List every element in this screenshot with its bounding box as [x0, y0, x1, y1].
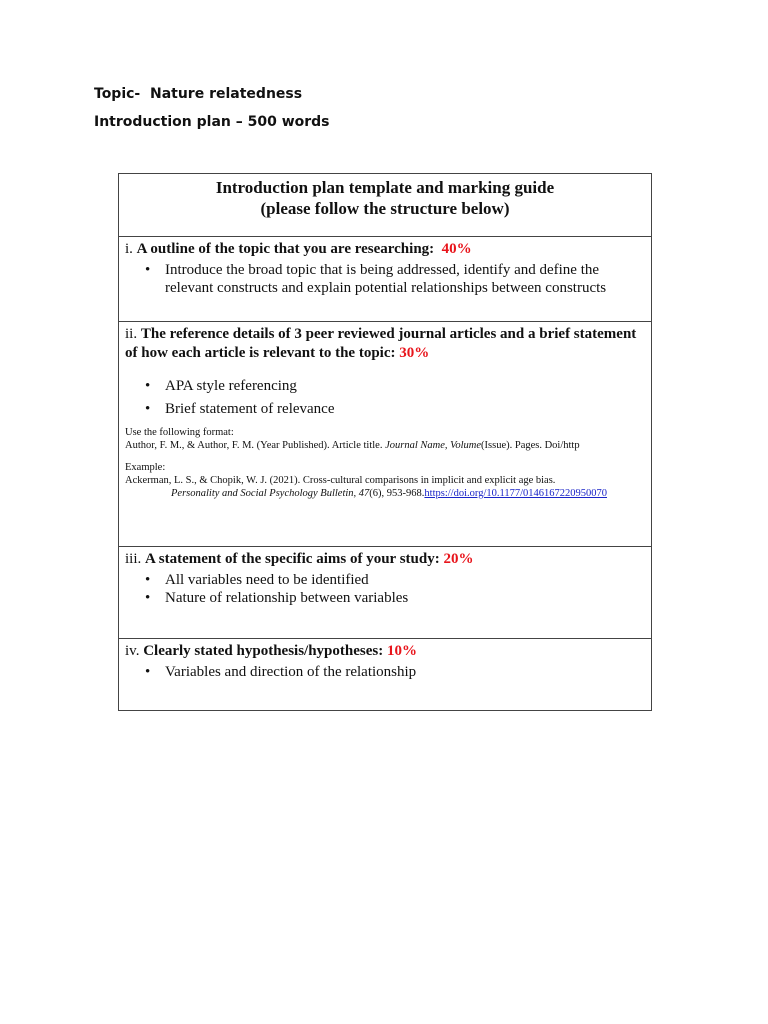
section-heading	[119, 237, 651, 259]
section-title: A statement of the specific aims of your study:	[145, 551, 440, 567]
section-heading	[119, 639, 651, 661]
format-post: (Issue). Pages. Doi/http	[481, 440, 580, 451]
section-title: A outline of the topic that you are researching:	[136, 241, 435, 257]
section-title: Clearly stated hypothesis/hypotheses:	[143, 643, 384, 659]
section-outline	[119, 236, 651, 321]
section-aims	[119, 546, 651, 638]
bullet-item: • Nature of relationship between variables	[145, 589, 651, 607]
section-heading	[119, 547, 651, 569]
bullet-item: • Variables and direction of the relationship	[145, 663, 651, 681]
table-title: Introduction plan template and marking guide	[215, 178, 555, 197]
reference-example	[119, 461, 651, 500]
bullet-item: • APA style referencing	[145, 377, 651, 395]
example-journal: Personality and Social Psychology Bulletin, 47	[171, 488, 370, 499]
example-citation	[125, 487, 651, 500]
example-pages: (6), 953-968.	[369, 488, 425, 499]
bullet-item: • All variables need to be identified	[145, 571, 651, 589]
section-title: The reference details of 3 peer reviewed journal articles and a brief statement of how each article is relevant to the topic:	[125, 326, 637, 361]
bullet-list	[119, 377, 651, 418]
table-subtitle: (please follow the structure below)	[260, 199, 510, 218]
format-journal: Journal Name, Volume	[385, 440, 482, 451]
bullet-list	[119, 261, 651, 297]
section-percent: 20%	[443, 551, 474, 567]
bullet-item: • Introduce the broad topic that is being addressed, identify and define the relevant constructs and explain potential relationships between constructs	[145, 261, 651, 297]
section-heading	[119, 322, 651, 363]
example-line: Ackerman, L. S., & Chopik, W. J. (2021). Cross-cultural comparisons in implicit and explicit age bias.	[125, 475, 556, 486]
marking-guide-table	[118, 173, 652, 711]
doi-link[interactable]: https://doi.org/10.1177/0146167220950070	[424, 488, 608, 499]
section-numeral: iv.	[125, 643, 140, 659]
bullet-list	[119, 663, 651, 681]
format-pre: Author, F. M., & Author, F. M. (Year Published). Article title.	[125, 440, 386, 451]
section-percent: 30%	[399, 345, 430, 361]
section-numeral: ii.	[125, 326, 138, 342]
section-percent: 40%	[441, 241, 472, 257]
table-title-cell	[119, 174, 651, 236]
section-hypotheses	[119, 638, 651, 712]
bullet-item: • Brief statement of relevance	[145, 400, 651, 418]
format-template	[125, 439, 651, 452]
section-percent: 10%	[386, 643, 417, 659]
section-references	[119, 321, 651, 546]
word-count-heading: Introduction plan – 500 words	[94, 114, 330, 130]
format-label: Use the following format:	[125, 427, 234, 438]
section-numeral: iii.	[125, 551, 142, 567]
topic-heading: Topic- Nature relatedness	[94, 86, 303, 102]
section-numeral: i.	[125, 241, 133, 257]
reference-format	[119, 426, 651, 452]
example-label: Example:	[125, 462, 166, 473]
bullet-list	[119, 571, 651, 607]
